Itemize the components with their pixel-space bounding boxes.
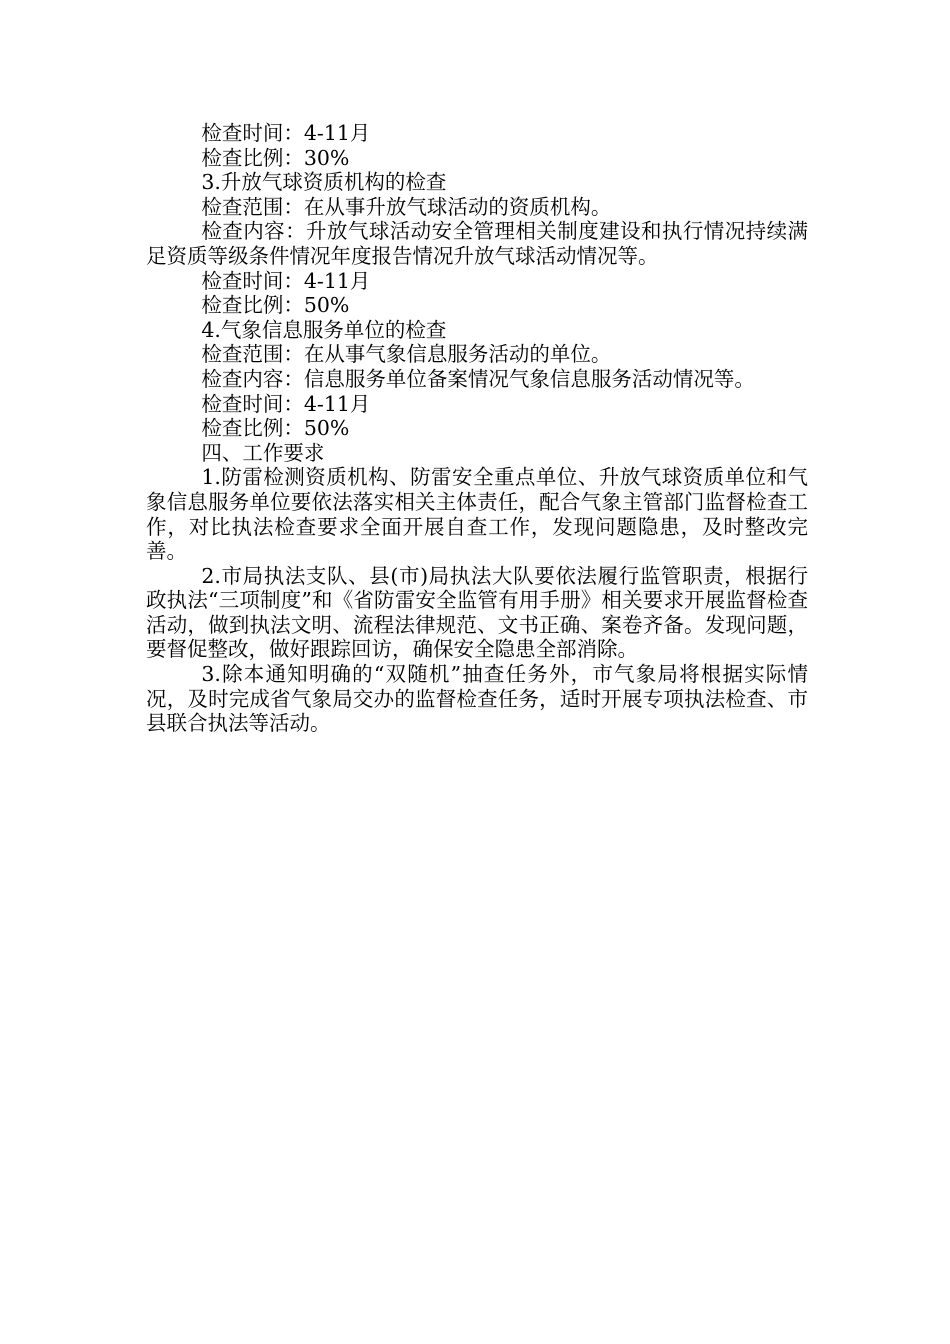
paragraph-requirement-3: 3.除本通知明确的“双随机”抽查任务外，市气象局将根据实际情况，及时完成省气象局交办的监督检查任务，适时开展专项执法检查、市县联合执法等活动。 — [146, 662, 808, 736]
paragraph-requirement-1: 1.防雷检测资质机构、防雷安全重点单位、升放气球资质单位和气象信息服务单位要依法落实相关主体责任，配合气象主管部门监督检查工作，对比执法检查要求全面开展自查工作，发现问题隐患，及时整改完善。 — [146, 465, 808, 564]
paragraph-inspection-scope: 检查范围：在从事升放气球活动的资质机构。 — [201, 194, 612, 219]
paragraph-inspection-ratio: 检查比例：50% — [201, 416, 350, 441]
paragraph-inspection-time: 检查时间：4-11月 — [201, 391, 371, 416]
section-heading-balloon: 3.升放气球资质机构的检查 — [201, 170, 447, 195]
paragraph-inspection-time: 检查时间：4-11月 — [201, 121, 371, 145]
paragraph-inspection-ratio: 检查比例：30% — [201, 145, 350, 170]
paragraph-inspection-ratio: 检查比例：50% — [201, 293, 350, 318]
paragraph-inspection-time: 检查时间：4-11月 — [201, 268, 371, 293]
document-body — [146, 121, 808, 736]
section-heading-work-requirements: 四、工作要求 — [201, 440, 325, 465]
paragraph-inspection-content: 检查内容：信息服务单位备案情况气象信息服务活动情况等。 — [201, 366, 755, 391]
section-heading-weather-info: 4.气象信息服务单位的检查 — [201, 317, 447, 342]
paragraph-inspection-scope: 检查范围：在从事气象信息服务活动的单位。 — [201, 342, 612, 367]
paragraph-inspection-content: 检查内容：升放气球活动安全管理相关制度建设和执行情况持续满足资质等级条件情况年度报告情况升放气球活动情况等。 — [146, 219, 808, 268]
paragraph-requirement-2: 2.市局执法支队、县(市)局执法大队要依法履行监管职责，根据行政执法“三项制度”和《省防雷安全监管有用手册》相关要求开展监督检查活动，做到执法文明、流程法律规范、文书正确、案卷齐备。发现问题，要督促整改，做好跟踪回访，确保安全隐患全部消除。 — [146, 563, 808, 662]
